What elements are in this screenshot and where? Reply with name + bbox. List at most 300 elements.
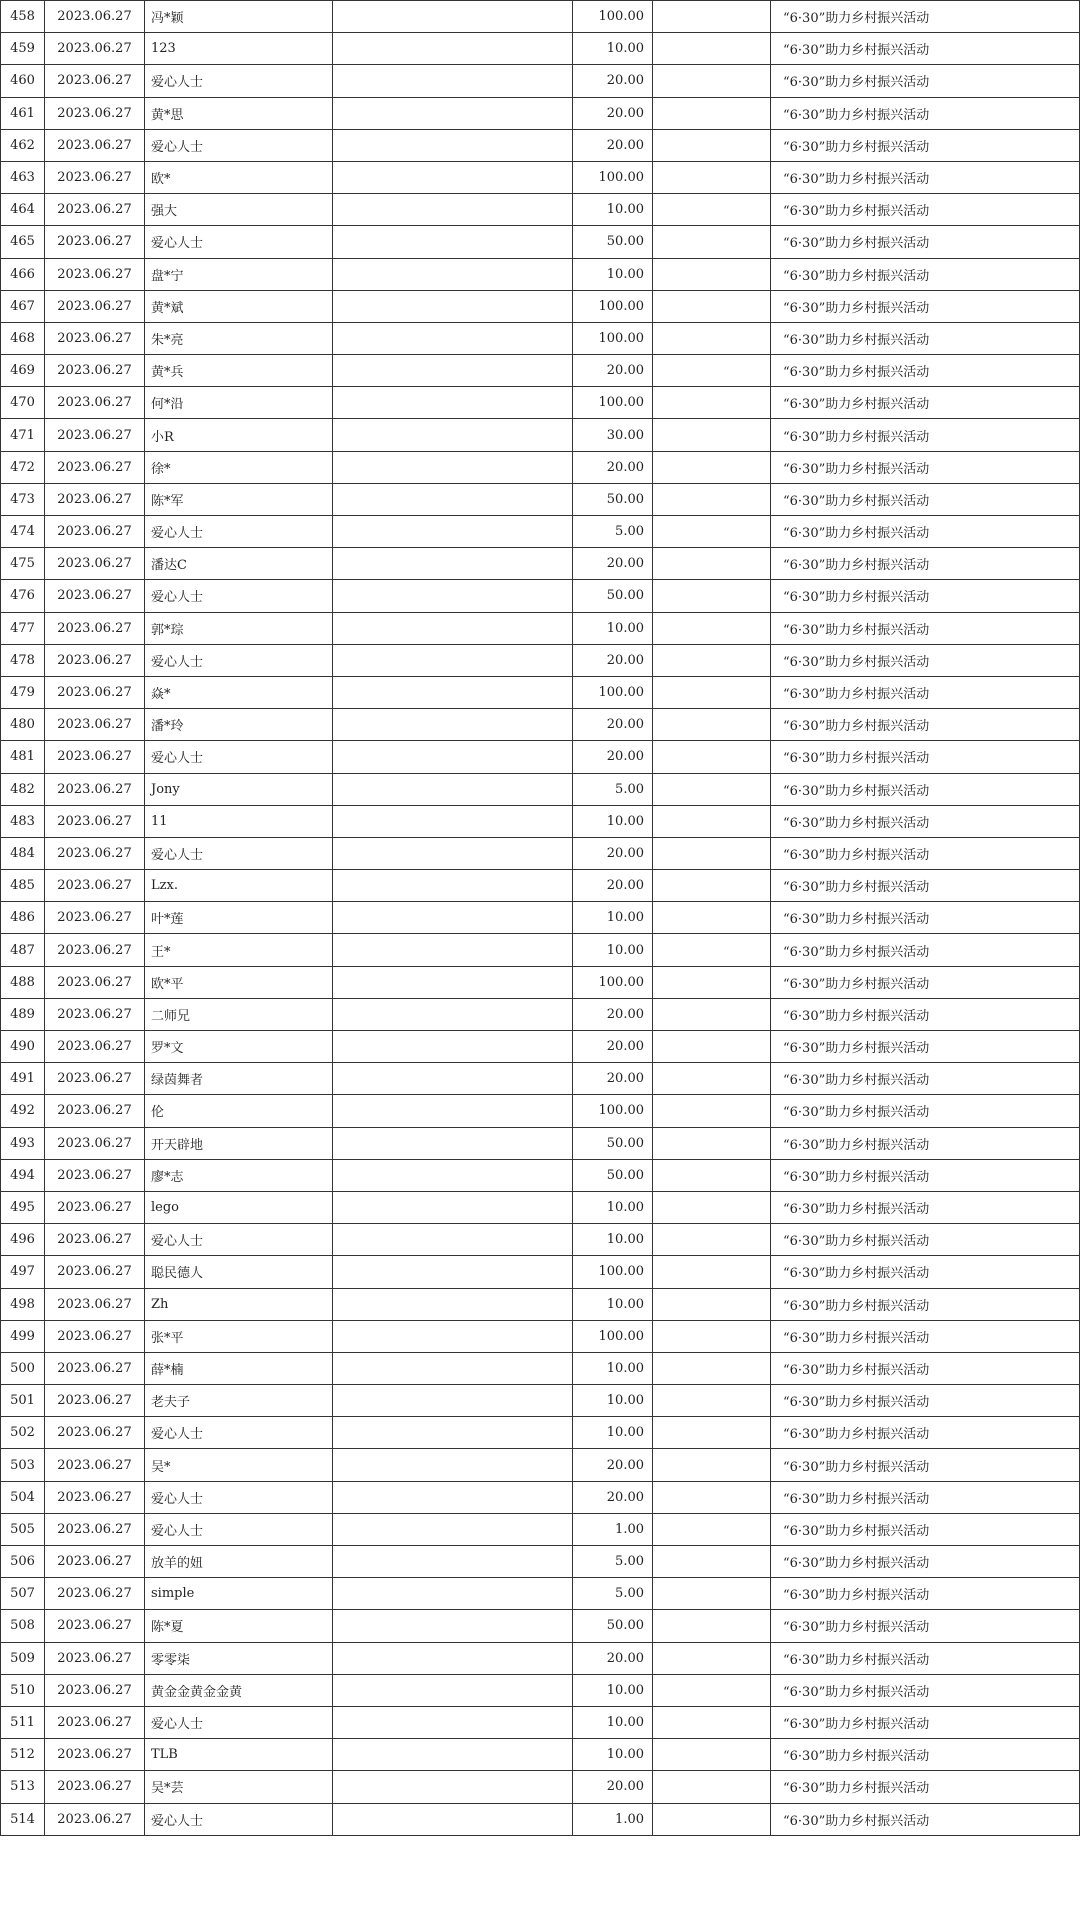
empty-cell — [653, 1546, 771, 1578]
row-number: 489 — [1, 998, 45, 1030]
donation-date: 2023.06.27 — [45, 258, 145, 290]
empty-cell — [653, 1449, 771, 1481]
donation-date: 2023.06.27 — [45, 1674, 145, 1706]
donation-date: 2023.06.27 — [45, 1513, 145, 1545]
event-name: “6·30”助力乡村振兴活动 — [771, 644, 1080, 676]
row-number: 469 — [1, 355, 45, 387]
donation-amount: 20.00 — [573, 548, 653, 580]
table-row — [1, 837, 1080, 869]
donor-name: 绿茵舞者 — [145, 1063, 333, 1095]
empty-cell — [653, 998, 771, 1030]
donation-amount: 20.00 — [573, 1481, 653, 1513]
donor-name: 廖*志 — [145, 1159, 333, 1191]
donor-name: 爱心人士 — [145, 644, 333, 676]
donor-name: 小R — [145, 419, 333, 451]
donation-amount: 10.00 — [573, 805, 653, 837]
row-number: 497 — [1, 1256, 45, 1288]
donation-amount: 20.00 — [573, 451, 653, 483]
donor-name: 老夫子 — [145, 1385, 333, 1417]
donor-name: 焱* — [145, 676, 333, 708]
donation-amount: 100.00 — [573, 966, 653, 998]
empty-cell — [333, 773, 573, 805]
empty-cell — [653, 1, 771, 33]
donation-amount: 100.00 — [573, 387, 653, 419]
event-name: “6·30”助力乡村振兴活动 — [771, 387, 1080, 419]
table-row — [1, 548, 1080, 580]
donation-date: 2023.06.27 — [45, 870, 145, 902]
row-number: 500 — [1, 1352, 45, 1384]
empty-cell — [333, 1159, 573, 1191]
event-name: “6·30”助力乡村振兴活动 — [771, 1642, 1080, 1674]
row-number: 492 — [1, 1095, 45, 1127]
event-name: “6·30”助力乡村振兴活动 — [771, 1159, 1080, 1191]
donor-name: 爱心人士 — [145, 1417, 333, 1449]
row-number: 477 — [1, 612, 45, 644]
table-row — [1, 1771, 1080, 1803]
donor-name: 伦 — [145, 1095, 333, 1127]
event-name: “6·30”助力乡村振兴活动 — [771, 1191, 1080, 1223]
row-number: 493 — [1, 1127, 45, 1159]
donation-date: 2023.06.27 — [45, 966, 145, 998]
donation-date: 2023.06.27 — [45, 1578, 145, 1610]
empty-cell — [333, 355, 573, 387]
row-number: 511 — [1, 1706, 45, 1738]
empty-cell — [653, 1771, 771, 1803]
empty-cell — [333, 129, 573, 161]
donation-amount: 100.00 — [573, 1095, 653, 1127]
row-number: 465 — [1, 226, 45, 258]
row-number: 505 — [1, 1513, 45, 1545]
donation-date: 2023.06.27 — [45, 1127, 145, 1159]
table-row — [1, 966, 1080, 998]
table-row — [1, 998, 1080, 1030]
donation-amount: 50.00 — [573, 1127, 653, 1159]
donor-name: 强大 — [145, 194, 333, 226]
donation-amount: 50.00 — [573, 483, 653, 515]
row-number: 470 — [1, 387, 45, 419]
empty-cell — [333, 548, 573, 580]
table-row — [1, 1127, 1080, 1159]
event-name: “6·30”助力乡村振兴活动 — [771, 65, 1080, 97]
donor-name: 何*沿 — [145, 387, 333, 419]
event-name: “6·30”助力乡村振兴活动 — [771, 548, 1080, 580]
donation-date: 2023.06.27 — [45, 837, 145, 869]
donation-date: 2023.06.27 — [45, 97, 145, 129]
donor-name: lego — [145, 1191, 333, 1223]
row-number: 496 — [1, 1224, 45, 1256]
empty-cell — [653, 1095, 771, 1127]
table-row — [1, 1642, 1080, 1674]
empty-cell — [653, 966, 771, 998]
donation-amount: 20.00 — [573, 709, 653, 741]
donation-amount: 20.00 — [573, 741, 653, 773]
empty-cell — [653, 1385, 771, 1417]
donor-name: 爱心人士 — [145, 65, 333, 97]
empty-cell — [333, 226, 573, 258]
empty-cell — [653, 1513, 771, 1545]
table-row — [1, 1385, 1080, 1417]
table-row — [1, 1513, 1080, 1545]
donation-amount: 100.00 — [573, 161, 653, 193]
empty-cell — [653, 1674, 771, 1706]
empty-cell — [653, 1352, 771, 1384]
donation-amount: 100.00 — [573, 290, 653, 322]
donor-name: 潘达C — [145, 548, 333, 580]
row-number: 474 — [1, 516, 45, 548]
row-number: 512 — [1, 1739, 45, 1771]
event-name: “6·30”助力乡村振兴活动 — [771, 1288, 1080, 1320]
row-number: 487 — [1, 934, 45, 966]
donation-amount: 10.00 — [573, 1224, 653, 1256]
empty-cell — [653, 1642, 771, 1674]
donation-date: 2023.06.27 — [45, 419, 145, 451]
donor-name: 欧*平 — [145, 966, 333, 998]
row-number: 476 — [1, 580, 45, 612]
event-name: “6·30”助力乡村振兴活动 — [771, 1739, 1080, 1771]
row-number: 472 — [1, 451, 45, 483]
empty-cell — [653, 194, 771, 226]
row-number: 484 — [1, 837, 45, 869]
row-number: 495 — [1, 1191, 45, 1223]
event-name: “6·30”助力乡村振兴活动 — [771, 966, 1080, 998]
empty-cell — [333, 194, 573, 226]
donor-name: 聪民德人 — [145, 1256, 333, 1288]
donation-amount: 100.00 — [573, 1320, 653, 1352]
event-name: “6·30”助力乡村振兴活动 — [771, 1063, 1080, 1095]
empty-cell — [653, 548, 771, 580]
row-number: 478 — [1, 644, 45, 676]
row-number: 490 — [1, 1031, 45, 1063]
donation-amount: 10.00 — [573, 194, 653, 226]
table-row — [1, 1610, 1080, 1642]
donation-date: 2023.06.27 — [45, 1481, 145, 1513]
table-row — [1, 33, 1080, 65]
donor-name: 吴*芸 — [145, 1771, 333, 1803]
row-number: 506 — [1, 1546, 45, 1578]
empty-cell — [333, 290, 573, 322]
row-number: 464 — [1, 194, 45, 226]
empty-cell — [333, 1610, 573, 1642]
donation-date: 2023.06.27 — [45, 483, 145, 515]
event-name: “6·30”助力乡村振兴活动 — [771, 1674, 1080, 1706]
empty-cell — [653, 65, 771, 97]
event-name: “6·30”助力乡村振兴活动 — [771, 998, 1080, 1030]
row-number: 509 — [1, 1642, 45, 1674]
donation-date: 2023.06.27 — [45, 1610, 145, 1642]
donation-date: 2023.06.27 — [45, 129, 145, 161]
donation-date: 2023.06.27 — [45, 709, 145, 741]
table-row — [1, 612, 1080, 644]
donor-name: simple — [145, 1578, 333, 1610]
event-name: “6·30”助力乡村振兴活动 — [771, 1127, 1080, 1159]
empty-cell — [653, 1256, 771, 1288]
empty-cell — [333, 387, 573, 419]
row-number: 504 — [1, 1481, 45, 1513]
donation-amount: 10.00 — [573, 258, 653, 290]
donation-date: 2023.06.27 — [45, 1417, 145, 1449]
table-row — [1, 1256, 1080, 1288]
donor-name: 爱心人士 — [145, 837, 333, 869]
donation-date: 2023.06.27 — [45, 161, 145, 193]
donation-date: 2023.06.27 — [45, 644, 145, 676]
donation-date: 2023.06.27 — [45, 1256, 145, 1288]
empty-cell — [333, 161, 573, 193]
table-row — [1, 226, 1080, 258]
empty-cell — [333, 1803, 573, 1835]
table-row — [1, 741, 1080, 773]
donation-amount: 50.00 — [573, 226, 653, 258]
donor-name: 黄*兵 — [145, 355, 333, 387]
empty-cell — [653, 709, 771, 741]
table-row — [1, 355, 1080, 387]
event-name: “6·30”助力乡村振兴活动 — [771, 676, 1080, 708]
event-name: “6·30”助力乡村振兴活动 — [771, 161, 1080, 193]
event-name: “6·30”助力乡村振兴活动 — [771, 419, 1080, 451]
event-name: “6·30”助力乡村振兴活动 — [771, 1256, 1080, 1288]
donor-name: 欧* — [145, 161, 333, 193]
donation-date: 2023.06.27 — [45, 676, 145, 708]
empty-cell — [333, 934, 573, 966]
event-name: “6·30”助力乡村振兴活动 — [771, 837, 1080, 869]
table-row — [1, 1352, 1080, 1384]
table-row — [1, 1803, 1080, 1835]
empty-cell — [333, 580, 573, 612]
empty-cell — [653, 258, 771, 290]
event-name: “6·30”助力乡村振兴活动 — [771, 322, 1080, 354]
empty-cell — [333, 1191, 573, 1223]
donation-amount: 20.00 — [573, 129, 653, 161]
donor-name: 二师兄 — [145, 998, 333, 1030]
table-row — [1, 1, 1080, 33]
donation-amount: 20.00 — [573, 1031, 653, 1063]
table-row — [1, 580, 1080, 612]
donor-name: 陈*夏 — [145, 1610, 333, 1642]
empty-cell — [333, 97, 573, 129]
row-number: 460 — [1, 65, 45, 97]
event-name: “6·30”助力乡村振兴活动 — [771, 483, 1080, 515]
donation-amount: 10.00 — [573, 33, 653, 65]
empty-cell — [653, 1224, 771, 1256]
table-row — [1, 1159, 1080, 1191]
empty-cell — [333, 1031, 573, 1063]
donation-amount: 10.00 — [573, 1739, 653, 1771]
empty-cell — [653, 1127, 771, 1159]
empty-cell — [653, 773, 771, 805]
empty-cell — [653, 355, 771, 387]
empty-cell — [653, 1288, 771, 1320]
donation-date: 2023.06.27 — [45, 322, 145, 354]
empty-cell — [653, 33, 771, 65]
donation-date: 2023.06.27 — [45, 1320, 145, 1352]
event-name: “6·30”助力乡村振兴活动 — [771, 870, 1080, 902]
row-number: 468 — [1, 322, 45, 354]
empty-cell — [333, 1385, 573, 1417]
empty-cell — [653, 516, 771, 548]
donor-name: 徐* — [145, 451, 333, 483]
event-name: “6·30”助力乡村振兴活动 — [771, 612, 1080, 644]
table-row — [1, 1674, 1080, 1706]
row-number: 466 — [1, 258, 45, 290]
donor-name: 黄金金黄金金黄 — [145, 1674, 333, 1706]
empty-cell — [653, 419, 771, 451]
event-name: “6·30”助力乡村振兴活动 — [771, 97, 1080, 129]
event-name: “6·30”助力乡村振兴活动 — [771, 902, 1080, 934]
empty-cell — [333, 258, 573, 290]
empty-cell — [653, 870, 771, 902]
donation-amount: 10.00 — [573, 1385, 653, 1417]
empty-cell — [653, 1031, 771, 1063]
event-name: “6·30”助力乡村振兴活动 — [771, 1706, 1080, 1738]
empty-cell — [653, 129, 771, 161]
donation-date: 2023.06.27 — [45, 226, 145, 258]
donor-name: 潘*玲 — [145, 709, 333, 741]
row-number: 475 — [1, 548, 45, 580]
donation-amount: 10.00 — [573, 612, 653, 644]
empty-cell — [333, 1546, 573, 1578]
donor-name: Jony — [145, 773, 333, 805]
row-number: 510 — [1, 1674, 45, 1706]
donor-name: 薛*楠 — [145, 1352, 333, 1384]
table-row — [1, 1320, 1080, 1352]
donation-date: 2023.06.27 — [45, 387, 145, 419]
donor-name: 爱心人士 — [145, 129, 333, 161]
empty-cell — [653, 644, 771, 676]
table-row — [1, 387, 1080, 419]
donation-date: 2023.06.27 — [45, 1191, 145, 1223]
empty-cell — [653, 612, 771, 644]
row-number: 483 — [1, 805, 45, 837]
donation-amount: 5.00 — [573, 1578, 653, 1610]
donation-date: 2023.06.27 — [45, 1739, 145, 1771]
empty-cell — [653, 1481, 771, 1513]
empty-cell — [333, 1, 573, 33]
donation-amount: 20.00 — [573, 1063, 653, 1095]
donation-date: 2023.06.27 — [45, 1803, 145, 1835]
donor-name: 零零柒 — [145, 1642, 333, 1674]
donation-date: 2023.06.27 — [45, 612, 145, 644]
donor-name: 叶*莲 — [145, 902, 333, 934]
row-number: 486 — [1, 902, 45, 934]
donor-name: 爱心人士 — [145, 226, 333, 258]
donation-date: 2023.06.27 — [45, 451, 145, 483]
event-name: “6·30”助力乡村振兴活动 — [771, 1578, 1080, 1610]
event-name: “6·30”助力乡村振兴活动 — [771, 1481, 1080, 1513]
event-name: “6·30”助力乡村振兴活动 — [771, 1031, 1080, 1063]
empty-cell — [653, 451, 771, 483]
empty-cell — [333, 1706, 573, 1738]
event-name: “6·30”助力乡村振兴活动 — [771, 1224, 1080, 1256]
table-row — [1, 1095, 1080, 1127]
row-number: 502 — [1, 1417, 45, 1449]
row-number: 461 — [1, 97, 45, 129]
table-row — [1, 1481, 1080, 1513]
event-name: “6·30”助力乡村振兴活动 — [771, 934, 1080, 966]
table-row — [1, 258, 1080, 290]
donor-name: 郭*琮 — [145, 612, 333, 644]
row-number: 499 — [1, 1320, 45, 1352]
donation-date: 2023.06.27 — [45, 290, 145, 322]
empty-cell — [333, 1352, 573, 1384]
table-row — [1, 65, 1080, 97]
donation-amount: 10.00 — [573, 1352, 653, 1384]
empty-cell — [653, 1706, 771, 1738]
event-name: “6·30”助力乡村振兴活动 — [771, 709, 1080, 741]
donation-amount: 10.00 — [573, 934, 653, 966]
donation-amount: 10.00 — [573, 1674, 653, 1706]
empty-cell — [333, 65, 573, 97]
empty-cell — [333, 1513, 573, 1545]
empty-cell — [653, 837, 771, 869]
donation-date: 2023.06.27 — [45, 1159, 145, 1191]
donation-amount: 10.00 — [573, 1417, 653, 1449]
empty-cell — [333, 805, 573, 837]
empty-cell — [333, 1288, 573, 1320]
donation-amount: 20.00 — [573, 870, 653, 902]
row-number: 508 — [1, 1610, 45, 1642]
donation-amount: 1.00 — [573, 1513, 653, 1545]
donation-date: 2023.06.27 — [45, 741, 145, 773]
empty-cell — [333, 1417, 573, 1449]
donation-date: 2023.06.27 — [45, 1031, 145, 1063]
row-number: 459 — [1, 33, 45, 65]
table-row — [1, 1191, 1080, 1223]
table-row — [1, 516, 1080, 548]
donation-amount: 1.00 — [573, 1803, 653, 1835]
event-name: “6·30”助力乡村振兴活动 — [771, 1610, 1080, 1642]
empty-cell — [333, 1063, 573, 1095]
empty-cell — [333, 322, 573, 354]
donor-name: 123 — [145, 33, 333, 65]
row-number: 491 — [1, 1063, 45, 1095]
event-name: “6·30”助力乡村振兴活动 — [771, 1095, 1080, 1127]
donation-date: 2023.06.27 — [45, 548, 145, 580]
table-row — [1, 483, 1080, 515]
empty-cell — [333, 1674, 573, 1706]
donation-date: 2023.06.27 — [45, 1546, 145, 1578]
donor-name: 盘*宁 — [145, 258, 333, 290]
donation-date: 2023.06.27 — [45, 1352, 145, 1384]
empty-cell — [653, 483, 771, 515]
empty-cell — [653, 902, 771, 934]
event-name: “6·30”助力乡村振兴活动 — [771, 226, 1080, 258]
donation-amount: 10.00 — [573, 1288, 653, 1320]
event-name: “6·30”助力乡村振兴活动 — [771, 580, 1080, 612]
donation-amount: 50.00 — [573, 580, 653, 612]
table-row — [1, 1417, 1080, 1449]
empty-cell — [333, 1095, 573, 1127]
row-number: 481 — [1, 741, 45, 773]
donation-date: 2023.06.27 — [45, 805, 145, 837]
donation-date: 2023.06.27 — [45, 1706, 145, 1738]
table-row — [1, 773, 1080, 805]
event-name: “6·30”助力乡村振兴活动 — [771, 258, 1080, 290]
empty-cell — [333, 1256, 573, 1288]
donor-name: 爱心人士 — [145, 1706, 333, 1738]
donation-amount: 5.00 — [573, 773, 653, 805]
table-row — [1, 451, 1080, 483]
table-row — [1, 870, 1080, 902]
empty-cell — [333, 1642, 573, 1674]
donation-date: 2023.06.27 — [45, 1385, 145, 1417]
donor-name: 朱*亮 — [145, 322, 333, 354]
donation-date: 2023.06.27 — [45, 773, 145, 805]
empty-cell — [653, 580, 771, 612]
empty-cell — [333, 1481, 573, 1513]
row-number: 488 — [1, 966, 45, 998]
donor-name: 冯*颖 — [145, 1, 333, 33]
empty-cell — [653, 161, 771, 193]
event-name: “6·30”助力乡村振兴活动 — [771, 1320, 1080, 1352]
